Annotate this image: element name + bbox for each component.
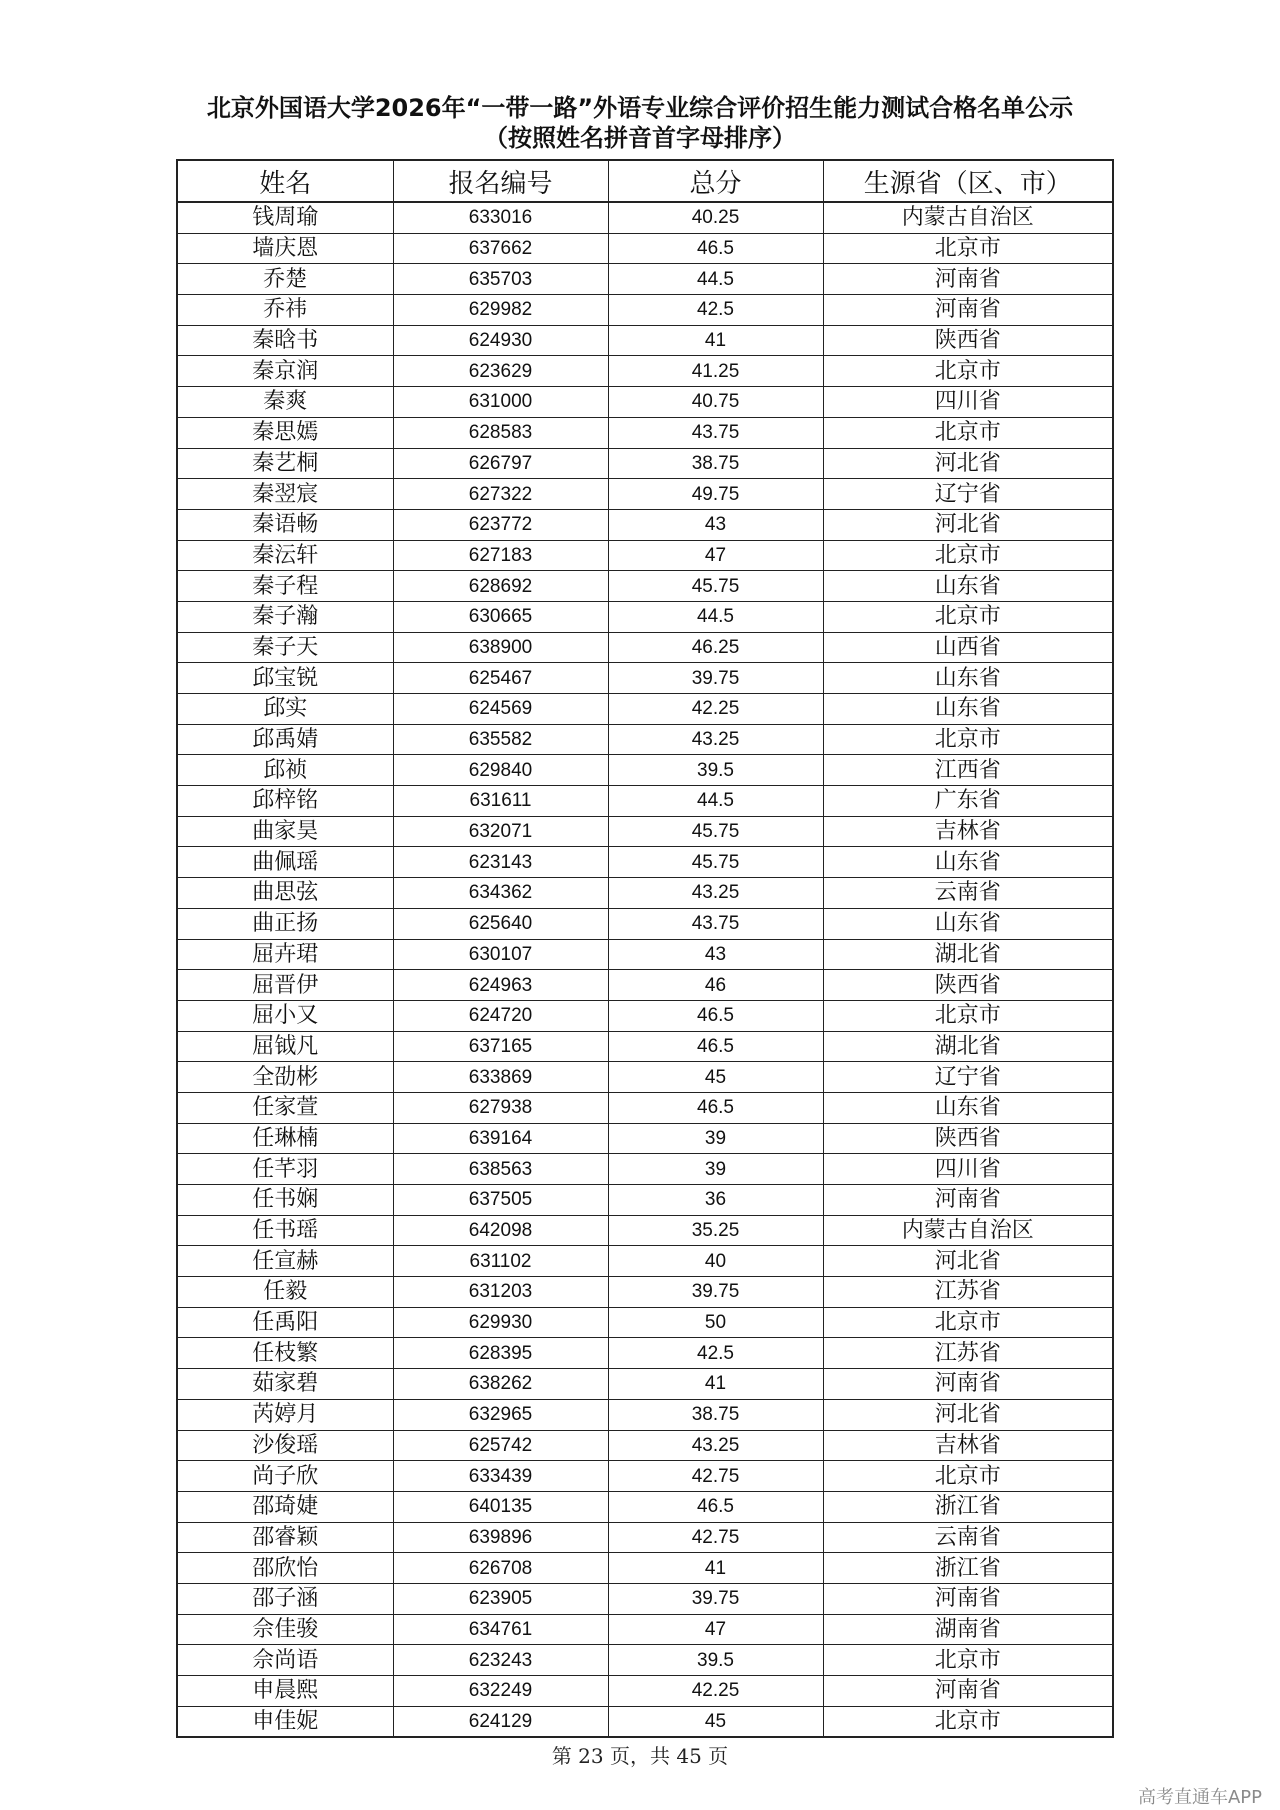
cell-name: 任芊羽 (177, 1154, 393, 1185)
cell-total-score: 41 (608, 1553, 823, 1584)
cell-registration-id: 626797 (393, 448, 608, 479)
cell-registration-id: 635582 (393, 724, 608, 755)
table-row (177, 1246, 1113, 1277)
cell-total-score: 43.25 (608, 724, 823, 755)
table-row (177, 816, 1113, 847)
cell-total-score: 40.25 (608, 202, 823, 233)
cell-registration-id: 624720 (393, 1000, 608, 1031)
cell-name: 尚子欣 (177, 1461, 393, 1492)
cell-province: 广东省 (823, 786, 1113, 817)
cell-registration-id: 631000 (393, 387, 608, 418)
cell-registration-id: 629930 (393, 1307, 608, 1338)
cell-total-score: 39.75 (608, 663, 823, 694)
cell-name: 秦沄轩 (177, 540, 393, 571)
cell-registration-id: 628692 (393, 571, 608, 602)
cell-province: 河南省 (823, 264, 1113, 295)
table-row (177, 1614, 1113, 1645)
cell-total-score: 46.5 (608, 233, 823, 264)
cell-name: 芮婷月 (177, 1399, 393, 1430)
cell-province: 四川省 (823, 1154, 1113, 1185)
table-row (177, 448, 1113, 479)
cell-name: 秦思嫣 (177, 417, 393, 448)
cell-province: 河南省 (823, 1369, 1113, 1400)
cell-registration-id: 624963 (393, 970, 608, 1001)
document-title: 北京外国语大学2026年“一带一路”外语专业综合评价招生能力测试合格名单公示 (206, 94, 1074, 122)
table-row (177, 847, 1113, 878)
cell-registration-id: 634761 (393, 1614, 608, 1645)
cell-total-score: 45.75 (608, 816, 823, 847)
cell-province: 山东省 (823, 694, 1113, 725)
cell-total-score: 47 (608, 540, 823, 571)
cell-province: 山东省 (823, 908, 1113, 939)
cell-registration-id: 639896 (393, 1522, 608, 1553)
cell-total-score: 45 (608, 1706, 823, 1737)
cell-name: 曲思弦 (177, 878, 393, 909)
cell-province: 河北省 (823, 509, 1113, 540)
table-row (177, 632, 1113, 663)
cell-name: 沙俊瑶 (177, 1430, 393, 1461)
table-row (177, 1430, 1113, 1461)
table-row (177, 356, 1113, 387)
cell-total-score: 41.25 (608, 356, 823, 387)
cell-total-score: 42.5 (608, 295, 823, 326)
cell-name: 乔楚 (177, 264, 393, 295)
cell-province: 陕西省 (823, 970, 1113, 1001)
cell-registration-id: 630107 (393, 939, 608, 970)
cell-total-score: 46.5 (608, 1092, 823, 1123)
cell-total-score: 42.25 (608, 694, 823, 725)
cell-registration-id: 633016 (393, 202, 608, 233)
cell-total-score: 36 (608, 1185, 823, 1216)
cell-total-score: 45.75 (608, 571, 823, 602)
cell-total-score: 40 (608, 1246, 823, 1277)
cell-province: 北京市 (823, 601, 1113, 632)
cell-name: 邵子涵 (177, 1583, 393, 1614)
cell-name: 邵睿颖 (177, 1522, 393, 1553)
table-row (177, 1185, 1113, 1216)
cell-name: 邱实 (177, 694, 393, 725)
table-row (177, 1553, 1113, 1584)
cell-name: 曲佩瑶 (177, 847, 393, 878)
cell-registration-id: 624129 (393, 1706, 608, 1737)
cell-name: 屈钺凡 (177, 1031, 393, 1062)
cell-province: 内蒙古自治区 (823, 202, 1113, 233)
table-row (177, 601, 1113, 632)
cell-total-score: 43.75 (608, 417, 823, 448)
cell-province: 内蒙古自治区 (823, 1215, 1113, 1246)
table-row (177, 1215, 1113, 1246)
table-row (177, 694, 1113, 725)
cell-registration-id: 631102 (393, 1246, 608, 1277)
table-header-row (177, 160, 1113, 202)
cell-province: 江苏省 (823, 1277, 1113, 1308)
cell-total-score: 39.75 (608, 1277, 823, 1308)
cell-registration-id: 638563 (393, 1154, 608, 1185)
cell-total-score: 45.75 (608, 847, 823, 878)
cell-province: 北京市 (823, 724, 1113, 755)
cell-registration-id: 623629 (393, 356, 608, 387)
table-row (177, 1706, 1113, 1737)
table-row (177, 540, 1113, 571)
cell-province: 北京市 (823, 233, 1113, 264)
cell-name: 屈卉珺 (177, 939, 393, 970)
table-row (177, 1583, 1113, 1614)
cell-province: 北京市 (823, 356, 1113, 387)
document-subtitle: （按照姓名拼音首字母排序） (484, 124, 796, 152)
table-row (177, 724, 1113, 755)
cell-registration-id: 626708 (393, 1553, 608, 1584)
cell-name: 邱梓铭 (177, 786, 393, 817)
cell-name: 任枝繁 (177, 1338, 393, 1369)
cell-name: 邱宝锐 (177, 663, 393, 694)
cell-name: 佘佳骏 (177, 1614, 393, 1645)
cell-registration-id: 639164 (393, 1123, 608, 1154)
table-row (177, 1123, 1113, 1154)
cell-province: 山东省 (823, 571, 1113, 602)
table-row (177, 939, 1113, 970)
table-row (177, 295, 1113, 326)
header-province: 生源省（区、市） (823, 160, 1113, 202)
cell-registration-id: 625640 (393, 908, 608, 939)
cell-province: 河南省 (823, 295, 1113, 326)
cell-registration-id: 623243 (393, 1645, 608, 1676)
cell-total-score: 46.5 (608, 1031, 823, 1062)
table-body (177, 202, 1113, 1737)
cell-name: 任宣赫 (177, 1246, 393, 1277)
cell-registration-id: 627322 (393, 479, 608, 510)
cell-name: 秦艺桐 (177, 448, 393, 479)
cell-name: 任书娴 (177, 1185, 393, 1216)
table-row (177, 1277, 1113, 1308)
cell-total-score: 42.75 (608, 1522, 823, 1553)
cell-name: 曲家昊 (177, 816, 393, 847)
cell-province: 湖南省 (823, 1614, 1113, 1645)
table-row (177, 1092, 1113, 1123)
qualified-list-table (176, 159, 1114, 1738)
cell-registration-id: 633439 (393, 1461, 608, 1492)
cell-name: 茹家碧 (177, 1369, 393, 1400)
cell-registration-id: 628583 (393, 417, 608, 448)
cell-name: 任禹阳 (177, 1307, 393, 1338)
table-row (177, 417, 1113, 448)
cell-name: 邵欣怡 (177, 1553, 393, 1584)
cell-name: 屈晋伊 (177, 970, 393, 1001)
cell-name: 任家萱 (177, 1092, 393, 1123)
table-row (177, 571, 1113, 602)
cell-name: 曲正扬 (177, 908, 393, 939)
cell-province: 山西省 (823, 632, 1113, 663)
table-row (177, 1645, 1113, 1676)
table-row (177, 233, 1113, 264)
cell-province: 吉林省 (823, 1430, 1113, 1461)
table-row (177, 878, 1113, 909)
cell-registration-id: 633869 (393, 1062, 608, 1093)
cell-registration-id: 625742 (393, 1430, 608, 1461)
table-row (177, 786, 1113, 817)
cell-province: 河北省 (823, 1246, 1113, 1277)
cell-province: 北京市 (823, 1645, 1113, 1676)
table-row (177, 1491, 1113, 1522)
cell-province: 北京市 (823, 1000, 1113, 1031)
cell-total-score: 43 (608, 509, 823, 540)
cell-province: 河南省 (823, 1185, 1113, 1216)
table-row (177, 1307, 1113, 1338)
cell-province: 吉林省 (823, 816, 1113, 847)
table-row (177, 663, 1113, 694)
cell-name: 秦晗书 (177, 325, 393, 356)
cell-registration-id: 623772 (393, 509, 608, 540)
cell-registration-id: 642098 (393, 1215, 608, 1246)
watermark: 高考直通车APP (1137, 1787, 1262, 1808)
cell-name: 乔祎 (177, 295, 393, 326)
cell-province: 江苏省 (823, 1338, 1113, 1369)
cell-province: 北京市 (823, 1307, 1113, 1338)
cell-name: 任毅 (177, 1277, 393, 1308)
cell-province: 北京市 (823, 1706, 1113, 1737)
cell-name: 屈小又 (177, 1000, 393, 1031)
table-row (177, 479, 1113, 510)
table-row (177, 1522, 1113, 1553)
cell-total-score: 44.5 (608, 264, 823, 295)
cell-registration-id: 627938 (393, 1092, 608, 1123)
table-row (177, 1062, 1113, 1093)
cell-registration-id: 632071 (393, 816, 608, 847)
cell-total-score: 39.75 (608, 1583, 823, 1614)
cell-total-score: 42.5 (608, 1338, 823, 1369)
cell-registration-id: 630665 (393, 601, 608, 632)
cell-total-score: 43.25 (608, 878, 823, 909)
cell-total-score: 38.75 (608, 1399, 823, 1430)
cell-total-score: 43.75 (608, 908, 823, 939)
cell-name: 邱禹婧 (177, 724, 393, 755)
table-row (177, 755, 1113, 786)
cell-registration-id: 627183 (393, 540, 608, 571)
cell-total-score: 40.75 (608, 387, 823, 418)
table-row (177, 1338, 1113, 1369)
cell-registration-id: 623143 (393, 847, 608, 878)
cell-registration-id: 634362 (393, 878, 608, 909)
cell-total-score: 41 (608, 325, 823, 356)
cell-registration-id: 631611 (393, 786, 608, 817)
cell-total-score: 38.75 (608, 448, 823, 479)
cell-name: 任琳楠 (177, 1123, 393, 1154)
table-row (177, 1031, 1113, 1062)
cell-province: 湖北省 (823, 1031, 1113, 1062)
cell-total-score: 42.25 (608, 1676, 823, 1707)
table-row (177, 1461, 1113, 1492)
table-row (177, 1399, 1113, 1430)
table-row (177, 264, 1113, 295)
cell-province: 河北省 (823, 448, 1113, 479)
cell-province: 河南省 (823, 1583, 1113, 1614)
cell-total-score: 43.25 (608, 1430, 823, 1461)
cell-total-score: 45 (608, 1062, 823, 1093)
cell-total-score: 46.5 (608, 1491, 823, 1522)
header-name: 姓名 (177, 160, 393, 202)
header-total-score: 总分 (608, 160, 823, 202)
cell-total-score: 39.5 (608, 755, 823, 786)
cell-province: 辽宁省 (823, 1062, 1113, 1093)
cell-province: 河北省 (823, 1399, 1113, 1430)
cell-name: 秦语畅 (177, 509, 393, 540)
cell-total-score: 44.5 (608, 786, 823, 817)
cell-province: 山东省 (823, 663, 1113, 694)
cell-name: 申佳妮 (177, 1706, 393, 1737)
cell-registration-id: 628395 (393, 1338, 608, 1369)
cell-name: 申晨熙 (177, 1676, 393, 1707)
cell-total-score: 47 (608, 1614, 823, 1645)
cell-registration-id: 623905 (393, 1583, 608, 1614)
cell-province: 河南省 (823, 1676, 1113, 1707)
cell-total-score: 43 (608, 939, 823, 970)
cell-total-score: 35.25 (608, 1215, 823, 1246)
cell-total-score: 50 (608, 1307, 823, 1338)
cell-name: 全劭彬 (177, 1062, 393, 1093)
cell-total-score: 44.5 (608, 601, 823, 632)
cell-name: 任书瑶 (177, 1215, 393, 1246)
cell-registration-id: 640135 (393, 1491, 608, 1522)
page-number: 第 23 页，共 45 页 (551, 1744, 729, 1768)
cell-province: 陕西省 (823, 1123, 1113, 1154)
cell-registration-id: 637662 (393, 233, 608, 264)
cell-name: 钱周瑜 (177, 202, 393, 233)
table-row (177, 1000, 1113, 1031)
cell-registration-id: 635703 (393, 264, 608, 295)
cell-total-score: 46 (608, 970, 823, 1001)
cell-province: 云南省 (823, 1522, 1113, 1553)
table-row (177, 387, 1113, 418)
cell-name: 秦京润 (177, 356, 393, 387)
table-row (177, 970, 1113, 1001)
table-row (177, 1369, 1113, 1400)
cell-province: 江西省 (823, 755, 1113, 786)
cell-name: 秦子瀚 (177, 601, 393, 632)
cell-total-score: 42.75 (608, 1461, 823, 1492)
cell-registration-id: 629840 (393, 755, 608, 786)
cell-total-score: 39.5 (608, 1645, 823, 1676)
cell-province: 陕西省 (823, 325, 1113, 356)
cell-registration-id: 637505 (393, 1185, 608, 1216)
cell-total-score: 39 (608, 1154, 823, 1185)
cell-registration-id: 638900 (393, 632, 608, 663)
cell-province: 四川省 (823, 387, 1113, 418)
cell-name: 墙庆恩 (177, 233, 393, 264)
cell-total-score: 39 (608, 1123, 823, 1154)
cell-province: 浙江省 (823, 1491, 1113, 1522)
cell-name: 佘尚语 (177, 1645, 393, 1676)
cell-province: 北京市 (823, 417, 1113, 448)
cell-registration-id: 629982 (393, 295, 608, 326)
table-row (177, 1154, 1113, 1185)
table-row (177, 325, 1113, 356)
cell-registration-id: 624930 (393, 325, 608, 356)
cell-province: 山东省 (823, 847, 1113, 878)
cell-province: 北京市 (823, 540, 1113, 571)
cell-total-score: 46.25 (608, 632, 823, 663)
cell-registration-id: 632965 (393, 1399, 608, 1430)
cell-name: 秦翌宸 (177, 479, 393, 510)
cell-name: 邵琦婕 (177, 1491, 393, 1522)
table-row (177, 1676, 1113, 1707)
cell-province: 山东省 (823, 1092, 1113, 1123)
cell-total-score: 49.75 (608, 479, 823, 510)
cell-name: 秦爽 (177, 387, 393, 418)
cell-registration-id: 637165 (393, 1031, 608, 1062)
cell-province: 北京市 (823, 1461, 1113, 1492)
cell-registration-id: 624569 (393, 694, 608, 725)
cell-registration-id: 632249 (393, 1676, 608, 1707)
cell-name: 秦子程 (177, 571, 393, 602)
cell-registration-id: 631203 (393, 1277, 608, 1308)
cell-province: 湖北省 (823, 939, 1113, 970)
cell-total-score: 41 (608, 1369, 823, 1400)
cell-registration-id: 625467 (393, 663, 608, 694)
cell-registration-id: 638262 (393, 1369, 608, 1400)
table-row (177, 202, 1113, 233)
cell-name: 邱祯 (177, 755, 393, 786)
cell-province: 浙江省 (823, 1553, 1113, 1584)
table-row (177, 509, 1113, 540)
cell-province: 云南省 (823, 878, 1113, 909)
cell-total-score: 46.5 (608, 1000, 823, 1031)
cell-province: 辽宁省 (823, 479, 1113, 510)
cell-name: 秦子天 (177, 632, 393, 663)
table-row (177, 908, 1113, 939)
header-registration-id: 报名编号 (393, 160, 608, 202)
